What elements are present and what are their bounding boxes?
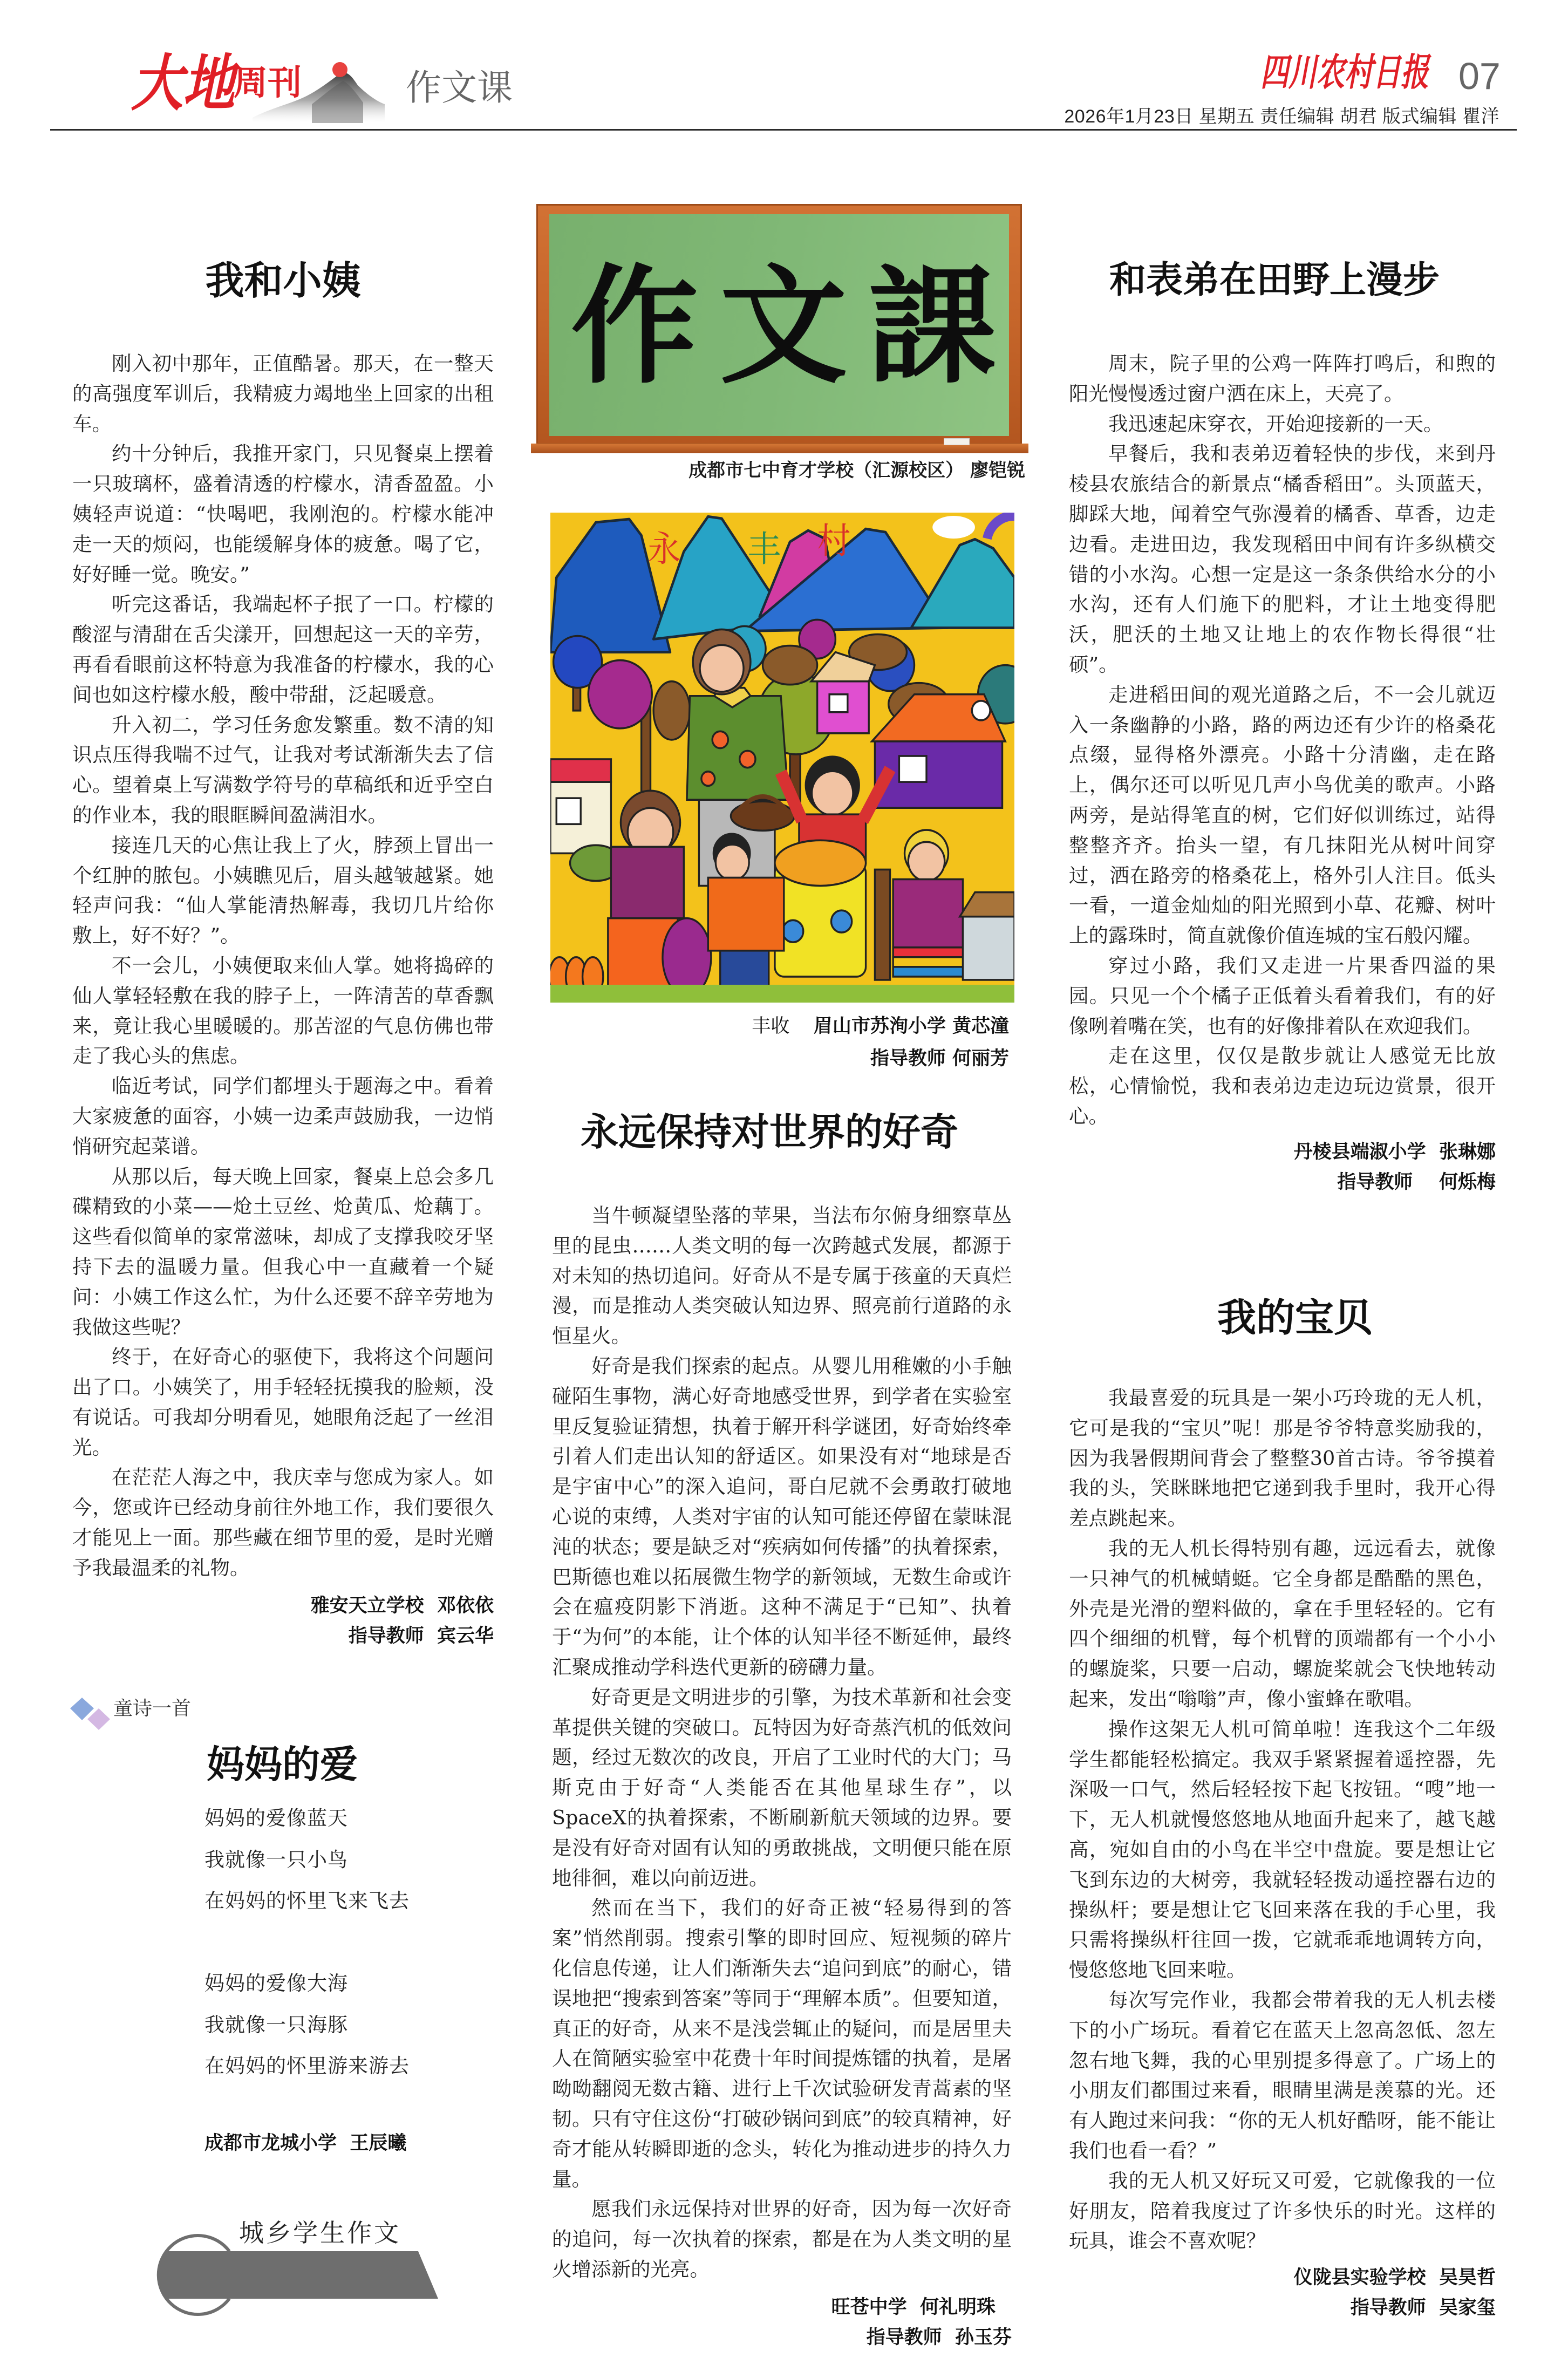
paragraph: 听完这番话，我端起杯子抿了一口。柠檬的酸涩与清甜在舌尖漾开，回想起这一天的辛劳，再看看眼前这杯特意为我准备的柠檬水，我的心间也如这柠檬水般，酸中带甜，泛起暖意。 [72, 592, 494, 706]
paragraph: 走在这里，仅仅是散步就让人感觉无比放松，心情愉悦，我和表弟边走边玩边赏景，很开心。 [1069, 1044, 1496, 1128]
boy-face [715, 844, 749, 880]
badge-bar [159, 2251, 438, 2299]
paragraph: 穿过小路，我们又走进一片果香四溢的果园。只见一个个橘子正低着头看着我们，有的好像咧着嘴在笑，也有的好像排着队在欢迎我们。 [1069, 953, 1496, 1038]
small-house-wall [963, 915, 1014, 980]
kid-left-body [611, 847, 684, 918]
paragraph: 约十分钟后，我推开家门，只见餐桌上摆着一只玻璃杯，盛着清透的柠檬水，清香盈盈。小姨轻声说道：“快喝吧，我刚泡的。柠檬水能冲走一天的烦闷，也能缓解身体的疲惫。喝了它，好好睡一觉。晚安。” [72, 442, 494, 586]
house-left-roof [550, 759, 611, 782]
article-title-curiosity: 永远保持对世界的好奇 [581, 1110, 958, 1154]
poem-author: 成都市龙城小学 王辰曦 [204, 2132, 407, 2154]
painting-teacher: 指导教师 何丽芳 [870, 1048, 1009, 1069]
poem-line: 妈妈的爱像大海 [204, 1972, 348, 1995]
grass-strip [550, 985, 1014, 1003]
poem-body [204, 1798, 410, 2087]
poem-line: 我就像一只小鸟 [204, 1848, 348, 1871]
article-body-aunt [72, 349, 494, 1651]
grain-sack [762, 646, 817, 685]
girl-right-body [893, 879, 963, 947]
skirt-stripe [893, 948, 969, 957]
paragraph: 每次写完作业，我都会带着我的无人机去楼下的小广场玩。看着它在蓝天上忽高忽低、忽左忽右地飞舞，我的心里别提多得意了。广场上的小朋友们都围过来看，眼睛里满是羡慕的光。还有人跑过来问我：“你的无人机好酷呀，能不能让我们也看一看？” [1069, 1988, 1496, 2162]
section-name: 作文课 [406, 67, 513, 108]
author-byline: 丹棱县端淑小学 张琳娜 [1293, 1141, 1496, 1163]
house-window [556, 798, 581, 824]
column-badge [151, 2212, 453, 2320]
painting-inscription-char: 永 [647, 529, 681, 570]
jar-flower [831, 910, 851, 932]
paragraph: 走进稻田间的观光道路之后，不一会儿就迈入一条幽静的小路，路的两边还有少许的格桑花点缀，显得格外漂亮。小路十分清幽，走在路上，偶尔还可以听见几声小鸟优美的歌声。小路两旁，是站得笔直的树，它们好似训练过，站得整整齐齐。抬头一望，有几抹阳光从树叶间穿过，洒在路旁的格桑花上，格外引人注目。低头一看，一道金灿灿的阳光照到小草、花瓣、树叶上的露珠时，简直就像价值连城的宝石般闪耀。 [1069, 683, 1496, 948]
chalk-icon [944, 438, 970, 445]
paragraph: 我的无人机长得特别有趣，远远看去，就像一只神气的机械蜻蜓。它全身都是酷酷的黑色，外壳是光滑的塑料做的，拿在手里轻轻的。它有四个细细的机臂，每个机臂的顶端都有一个小小的螺旋桨，只要一启动，螺旋桨就会飞快地转动起来，发出“嗡嗡”声，像小蜜蜂在歌唱。 [1069, 1536, 1496, 1711]
woman-shirt [687, 696, 788, 800]
bush-purple [663, 918, 711, 996]
house-window [829, 694, 848, 712]
calligraphy-credit: 成都市七中育才学校（汇源校区） 廖铠锐 [688, 460, 1025, 481]
painting-author: 眉山市苏洵小学 黄芯潼 [813, 1016, 1009, 1037]
poem-line: 我就像一只海豚 [204, 2013, 348, 2036]
painting-inscription-char: 村 [817, 521, 851, 562]
diamond-icon [87, 1708, 110, 1730]
grain-sack [653, 682, 690, 740]
teacher-byline: 指导教师 宾云华 [348, 1625, 494, 1647]
paragraph: 我迅速起床穿衣，开始迎接新的一天。 [1108, 412, 1443, 435]
paragraph: 刚入初中那年，正值酷暑。那天，在一整天的高强度军训后，我精疲力竭地坐上回家的出租车。 [72, 352, 494, 435]
paragraph: 好奇是我们探索的起点。从婴儿用稚嫩的小手触碰陌生事物，满心好奇地感受世界，到学者在实验室里反复验证猜想，执着于解开科学谜团，好奇始终牵引着人们走出认知的舒适区。如果没有对“地球是否是宇宙中心”的深入追问，哥白尼就不会勇敢打破地心说的束缚，人类对宇宙的认知可能还停留在蒙昧混沌的状态；要是缺乏对“疾病如何传播”的执着探索，巴斯德也难以拓展微生物学的新领域，无数生命或许会在瘟疫阴影下消逝。这种不满足于“已知”、执着于“为何”的本能，让个体的认知半径不断延伸，最终汇聚成推动学科迭代更新的磅礴力量。 [552, 1354, 1012, 1679]
paragraph: 在茫茫人海之中，我庆幸与您成为家人。如今，您或许已经动身前往外地工作，我们要很久才能见上一面。那些藏在细节里的爱，是时光赠予我最温柔的礼物。 [72, 1466, 494, 1579]
chalkboard-calligraphy: 作文課 [571, 251, 1018, 401]
red-sun-icon [332, 62, 347, 77]
boy-pants [720, 951, 769, 990]
painting-title: 丰收 [752, 1016, 790, 1037]
page-number: 07 [1458, 55, 1501, 97]
dateline: 2026年1月23日 星期五 责任编辑 胡君 版式编辑 瞿洋 [1064, 106, 1499, 127]
boy-body [708, 877, 784, 950]
woman-face [700, 645, 744, 692]
skirt-stripe [893, 957, 969, 967]
article-title-treasure: 我的宝贝 [1217, 1295, 1373, 1340]
author-byline: 旺苍中学 何礼明珠 [831, 2296, 996, 2318]
article-body-curiosity [552, 1201, 1012, 2353]
paragraph: 然而在当下，我们的好奇正被“轻易得到的答案”悄然削弱。搜索引擎的即时回应、短视频的碎片化信息传递，让人们渐渐失去“追问到底”的耐心，错误地把“搜索到答案”等同于“理解本质”。但要知道，真正的好奇，从来不是浅尝辄止的疑问，而是居里夫人在简陋实验室中花费十年时间提炼镭的执着，是屠呦呦翻阅无数古籍、进行上千次试验研发青蒿素的坚韧。只有守住这份“打破砂锅问到底”的较真精神，好奇才能从转瞬即逝的念头，转化为推动进步的持久力量。 [552, 1896, 1012, 2191]
supplement-logo-main: 大地 [131, 47, 235, 119]
article-title-aunt: 我和小姨 [205, 258, 361, 303]
author-byline: 雅安天立学校 邓依依 [310, 1595, 494, 1617]
paragraph: 从那以后，每天晚上回家，餐桌上总会多几碟精致的小菜——炝土豆丝、炝黄瓜、炝藕丁。这些看似简单的家常滋味，却成了支撑我咬牙坚持下去的温暖力量。但我心中一直藏着一个疑问：小姨工作这么忙，为什么还要不辞辛劳地为我做这些呢？ [72, 1164, 494, 1339]
stanza-break [204, 1922, 410, 1964]
paragraph: 周末，院子里的公鸡一阵阵打鸣后，和煦的阳光慢慢透过窗户洒在床上，天亮了。 [1069, 352, 1496, 405]
house-round-window [972, 701, 990, 720]
newspaper-logo: 四川农村日报 [1260, 50, 1429, 95]
poem-section-label: 童诗一首 [113, 1698, 192, 1720]
badge-label: 城乡学生作文 [239, 2218, 401, 2247]
poem-line: 妈妈的爱像蓝天 [204, 1807, 348, 1830]
article-title-cousin: 和表弟在田野上漫步 [1109, 259, 1440, 302]
section-diamond-icons [69, 1697, 112, 1732]
cloud [932, 516, 975, 539]
poem-line: 在妈妈的怀里飞来飞去 [204, 1889, 410, 1912]
tree-canopy [588, 660, 652, 728]
house-window [899, 756, 926, 782]
paragraph: 我最喜爱的玩具是一架小巧玲珑的无人机，它可是我的“宝贝”呢！那是爷爷特意奖励我的，因为我暑假期间背会了整整30首古诗。爷爷摸着我的头，笑眯眯地把它递到我手里时，我开心得差点跳起来。 [1069, 1386, 1496, 1530]
skirt-stripe [893, 967, 969, 977]
author-byline: 仪陇县实验学校 吴昊哲 [1293, 2267, 1496, 2289]
ink-mountain-icon [253, 53, 385, 123]
shirt-flower [740, 751, 755, 767]
shirt-flower [701, 772, 715, 786]
jar-flower [783, 920, 803, 942]
girl-red-face [812, 771, 853, 815]
article-body-treasure [1069, 1383, 1496, 2323]
painting-harvest [550, 513, 1014, 1003]
teacher-byline: 指导教师 吴家玺 [1350, 2297, 1496, 2319]
girl-right-face [908, 842, 944, 881]
teacher-byline: 指导教师 何烁梅 [1337, 1171, 1496, 1193]
teacher-byline: 指导教师 孙玉芬 [866, 2326, 1012, 2348]
paragraph: 升入初二，学习任务愈发繁重。数不清的知识点压得我喘不过气，让我对考试渐渐失去了信心。望着桌上写满数学符号的草稿纸和近乎空白的作业本，我的眼眶瞬间盈满泪水。 [72, 713, 494, 827]
poem-title: 妈妈的爱 [207, 1742, 358, 1787]
supplement-logo-sub: 周刊 [234, 63, 302, 103]
paragraph: 接连几天的心焦让我上了火，脖颈上冒出一个红肿的脓包。小姨瞧见后，眉头越皱越紧。她轻声问我：“仙人掌能清热解毒，我切几片给你敷上，好不好？”。 [72, 833, 494, 948]
paragraph: 愿我们永远保持对世界的好奇，因为每一次好奇的追问，每一次执着的探索，都是在为人类文明的星火增添新的光亮。 [552, 2197, 1012, 2281]
article-body-cousin [1069, 349, 1496, 1197]
paragraph: 早餐后，我和表弟迈着轻快的步伐，来到丹棱县农旅结合的新景点“橘香稻田”。头顶蓝天，脚踩大地，闻着空气弥漫着的橘香、草香，边走边看。走进田边，我发现稻田中间有许多纵横交错的小水沟。心想一定是这一条条供给水分的小水沟，还有人们施下的肥料，才让土地变得肥沃，肥沃的土地又让地上的农作物长得很“壮硕”。 [1069, 442, 1496, 676]
painting-inscription-char: 丰 [747, 529, 781, 570]
tree-trunk [875, 869, 890, 979]
painting-caption [752, 1014, 1009, 1038]
paragraph: 操作这架无人机可简单啦！连我这个二年级学生都能轻松搞定。我双手紧紧握着遥控器，先深吸一口气，然后轻轻按下起飞按钮。“嗖”地一下，无人机就慢悠悠地从地面升起来了，越飞越高，宛如自由的小鸟在半空中盘旋。要是想让它飞到东边的大树旁，我就轻轻拨动遥控器右边的操纵杆；要是想让它飞回来落在我的手心里，我只需将操纵杆往回一拨，它就乖乖地调转方向，慢悠悠地飞回来啦。 [1069, 1717, 1496, 1982]
paragraph: 不一会儿，小姨便取来仙人掌。她将捣碎的仙人掌轻轻敷在我的脖子上，一阵清苦的草香飘来，竟让我心里暖暖的。那苦涩的气息仿佛也带走了我心头的焦虑。 [72, 953, 494, 1068]
paragraph: 终于，在好奇心的驱使下，我将这个问题问出了口。小姨笑了，用手轻轻抚摸我的脸颊，没有说话。可我却分明看见，她眼角泛起了一丝泪光。 [72, 1345, 494, 1459]
shirt-flower [712, 731, 728, 748]
paragraph: 我的无人机又好玩又可爱，它就像我的一位好朋友，陪着我度过了许多快乐的时光。这样的玩具，谁会不喜欢呢？ [1069, 2169, 1496, 2253]
jar-lid [775, 840, 866, 885]
header-divider [50, 129, 1517, 131]
paragraph: 好奇更是文明进步的引擎，为技术革新和社会变革提供关键的突破口。瓦特因为好奇蒸汽机的低效问题，经过无数次的改良，开启了工业时代的大门；马斯克由于好奇“人类能否在其他星球生存”，以SpaceX的执着探索，不断刷新航天领域的边界。要是没有好奇对固有认知的勇敢挑战，文明便只能在原地徘徊，难以向前迈进。 [552, 1685, 1012, 1890]
poem-line: 在妈妈的怀里游来游去 [204, 2054, 410, 2077]
paragraph: 当牛顿凝望坠落的苹果，当法布尔俯身细察草丛里的昆虫……人类文明的每一次跨越式发展，都源于对未知的热切追问。好奇从不是专属于孩童的天真烂漫，而是推动人类突破认知边界、照亮前行道路的永恒星火。 [552, 1204, 1012, 1348]
paragraph: 临近考试，同学们都埋头于题海之中。看着大家疲惫的面容，小姨一边柔声鼓励我，一边悄悄研究起菜谱。 [72, 1074, 494, 1158]
